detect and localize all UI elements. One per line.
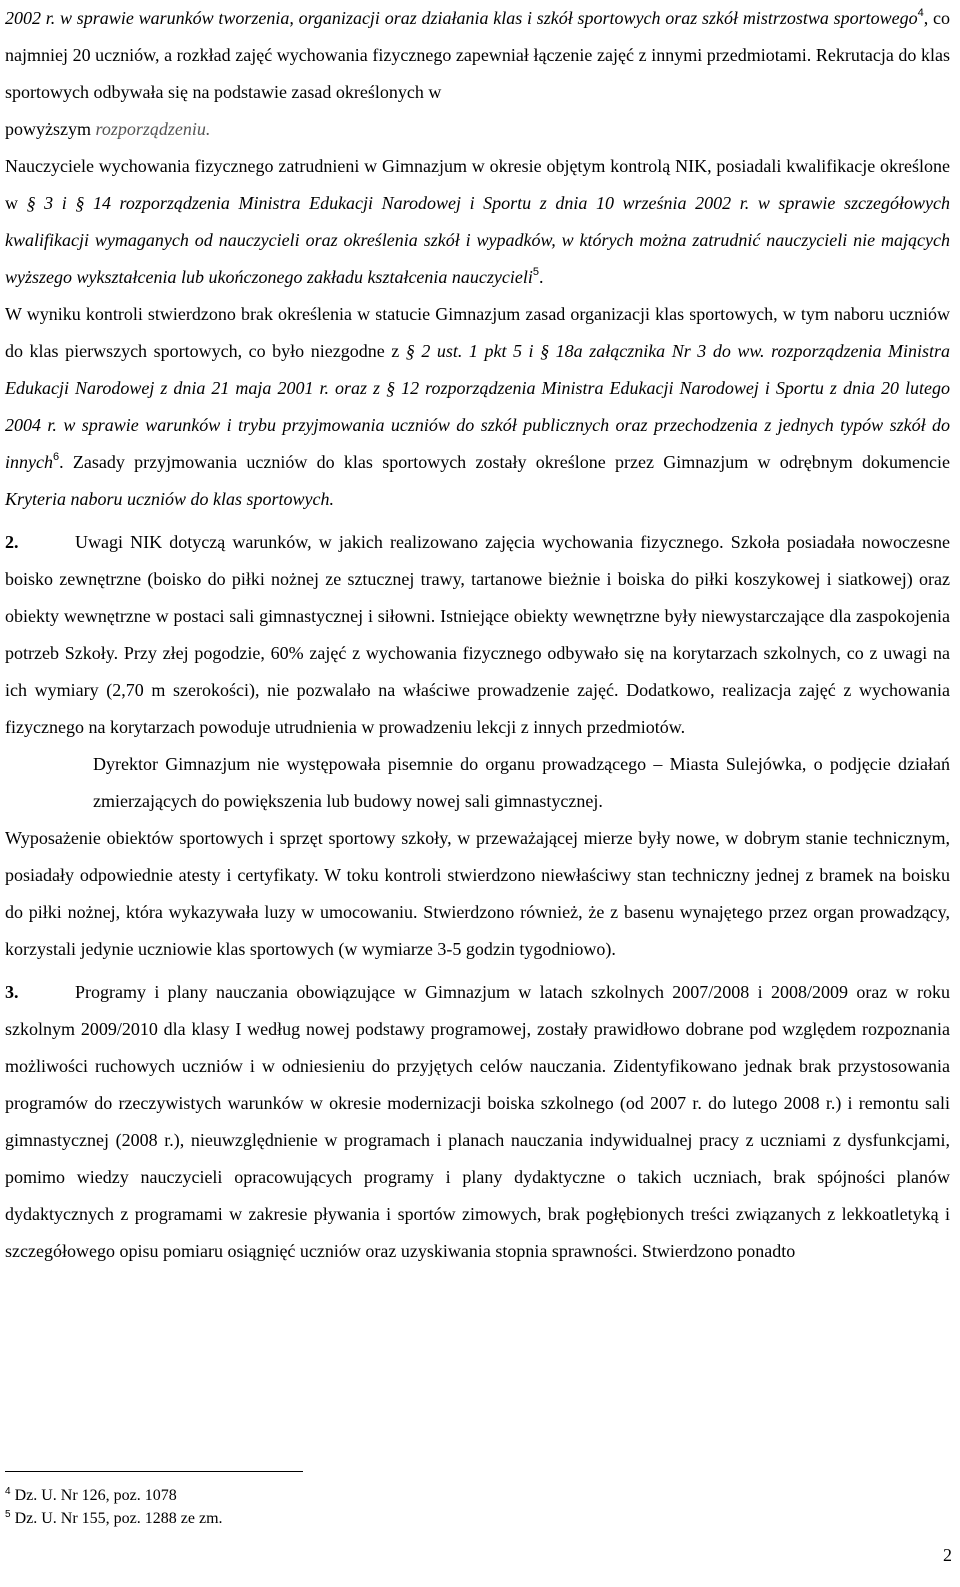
section-number: 2. — [5, 532, 19, 552]
footnote-4 — [5, 1484, 223, 1507]
footnote-mark: 4 — [5, 1486, 11, 1497]
text-fragment: . — [539, 267, 544, 287]
footnote-ref-6[interactable]: 6 — [52, 451, 60, 463]
footnote-ref-5[interactable]: 5 — [532, 266, 540, 278]
paragraph-text: Dyrektor Gimnazjum nie występowała pisemnie do organu prowadzącego – Miasta Sulejówka, o podjęcie działań zmierzających do powiększenia lub budowy nowej sali gimnastycznej. — [93, 754, 950, 811]
text-fragment: powyższym — [5, 119, 96, 139]
paragraph-teachers-qualifications — [5, 148, 950, 296]
regulation-citation: § 3 i § 14 rozporządzenia Ministra Edukacji Narodowej i Sportu z dnia 10 września 2002 r. w sprawie szczegółowych kwalifikacji wymaganych od nauczycieli oraz określenia szkół i wypadków, w których można zatrudnić nauczycieli nie mających wyższego wykształcenia lub ukończonego zakładu kształcenia nauczycieli — [5, 193, 950, 287]
footnotes — [5, 1484, 223, 1530]
footnote-mark: 5 — [5, 1509, 11, 1520]
paragraph-director — [5, 746, 950, 820]
text-line: zajęć z innymi przedmiotami. Rekrutacja do klas sportowych odbywała się na podstawie zasad określonych w — [5, 45, 951, 102]
footnote-text: Dz. U. Nr 155, poz. 1288 ze zm. — [10, 1510, 223, 1527]
document-page — [5, 0, 950, 1270]
section-2 — [5, 524, 950, 746]
footnote-ref-4[interactable]: 4 — [917, 7, 924, 19]
page-number: 2 — [943, 1545, 952, 1565]
text-fragment: . Zasady przyjmowania uczniów do klas sportowych zostały określone przez Gimnazjum w odrębnym dokumencie — [59, 452, 950, 472]
section-number: 3. — [5, 982, 19, 1002]
section-text: Programy i plany nauczania obowiązujące w Gimnazjum w latach szkolnych 2007/2008 i 2008/2009 oraz w roku szkolnym 2009/2010 dla klasy I według nowej podstawy programowej, zostały prawidłowo dobrane pod względem rozpoznania możliwości ruchowych uczniów i w odniesieniu do przyjętych celów nauczania. Zidentyfikowano jednak brak przystosowania programów do rzeczywistych warunków w okresie modernizacji boiska szkolnego (od 2007 r. do lutego 2008 r.) i remontu sali gimnastycznej (2008 r.), nieuwzględnienie w programach i planach nauczania indywidualnej pracy z uczniami z dysfunkcjami, pomimo wiedzy nauczycieli opracowujących programy i plany dydaktyczne o takich uczniach, brak spójności planów dydaktycznych z programami w zakresie pływania i sportów zimowych, brak pogłębionych treści związanych z lekkoatletyką i szczegółowego opisu pomiaru osiągnięć uczniów oraz uzyskiwania stopnia sprawności. Stwierdzono ponadto — [5, 982, 950, 1261]
footnote-5 — [5, 1507, 223, 1530]
text-fragment: mistrzostwa sportowego — [742, 8, 918, 28]
regulation-citation: § 2 ust. 1 pkt 5 i § 18a załącznika Nr 3 do ww. rozporządzenia Ministra Edukacji Narodowej z dnia 21 maja 2001 r. oraz z § 12 rozporządzenia Ministra Edukacji Narodowej i Sportu z dnia 20 lutego 2004 r. w sprawie warunków i trybu przyjmowania uczniów do szkół publicznych oraz przechodzenia z jednych typów szkół do innych — [5, 341, 951, 472]
paragraph-equipment — [5, 820, 950, 968]
paragraph-text: Wyposażenie obiektów sportowych i sprzęt sportowy szkoły, w przeważającej mierze były nowe, w dobrym stanie technicznym, posiadały odpowiednie atesty i certyfikaty. W toku kontroli stwierdzono niewłaściwy stan techniczny jednej z bramek na boisku do piłki nożnej, która wykazywała luzy w umocowaniu. Stwierdzono również, że z basenu wynajętego przez organ prowadzący, korzystali jedynie uczniowie klas sportowych (w wymiarze 3-5 godzin tygodniowo). — [5, 828, 950, 959]
text-fragment: rozporządzeniu. — [95, 119, 211, 139]
text-fragment: W wyniku kontroli stwierdzono brak określenia w statucie Gimnazjum zasad organizacji klas sportowych, w tym naboru uczniów do klas pierwszych sportowych, co było niezgodne z — [5, 304, 950, 361]
text-fragment: , co najmniej 20 uczniów, a rozkład zajęć wychowania fizycznego zapewniał łączenie — [5, 8, 950, 65]
section-3 — [5, 974, 950, 1270]
footnote-text: Dz. U. Nr 126, poz. 1078 — [10, 1487, 177, 1504]
text-line: 2002 r. w sprawie warunków tworzenia, organizacji oraz działania klas i szkół sportowych oraz szkół — [5, 8, 739, 28]
document-title-italic: Kryteria naboru uczniów do klas sportowych. — [5, 489, 334, 509]
footnote-separator — [5, 1471, 303, 1472]
section-text: Uwagi NIK dotyczą warunków, w jakich realizowano zajęcia wychowania fizycznego. Szkoła posiadała nowoczesne boisko zewnętrzne (boisko do piłki nożnej ze sztucznej trawy, tartanowe bieżnie i boiska do piłki koszykowej i siatkowej) oraz obiekty wewnętrzne w postaci sali gimnastycznej i siłowni. Istniejące obiekty wewnętrzne były niewystarczające dla zaspokojenia potrzeb Szkoły. Przy złej pogodzie, 60% zajęć z wychowania fizycznego odbywało się na korytarzach szkolnych, co z uwagi na ich wymiary (2,70 m szerokości), nie pozwalało na właściwe prowadzenie zajęć. Dodatkowo, realizacja zajęć z wychowania fizycznego na korytarzach powoduje utrudnienia w prowadzeniu lekcji z innych przedmiotów. — [5, 532, 950, 737]
paragraph-statute-findings — [5, 296, 950, 518]
paragraph-regulation-continued — [5, 0, 950, 148]
text-fragment: Nauczyciele wychowania fizycznego zatrudnieni w Gimnazjum w okresie objętym kontrolą NIK, posiadali kwalifikacje określone w — [5, 156, 950, 213]
